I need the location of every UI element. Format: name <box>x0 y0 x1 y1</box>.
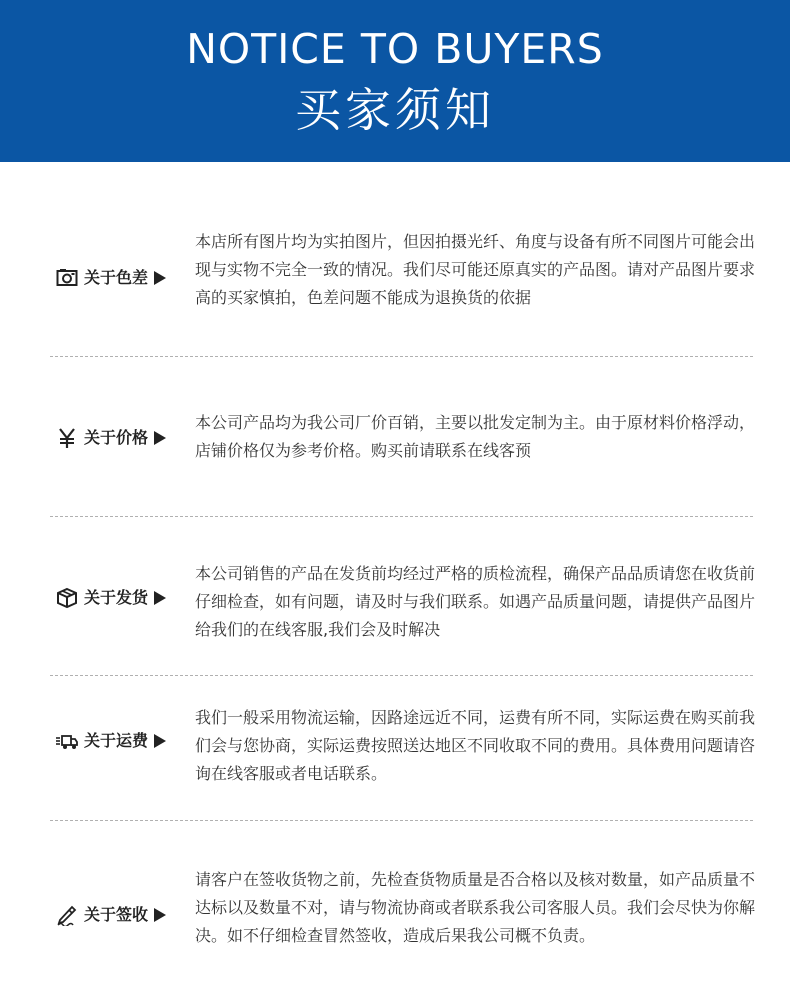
arrow-right-icon <box>154 271 166 285</box>
section-label <box>56 426 166 450</box>
section-text: 我们一般采用物流运输，因路途远近不同，运费有所不同，实际运费在购买前我们会与您协商，实际运费按照送达地区不同收取不同的费用。具体费用问题请咨询在线客服或者电话联系。 <box>195 708 756 783</box>
package-icon <box>56 587 78 609</box>
section-label <box>56 266 166 290</box>
divider <box>50 516 753 517</box>
divider <box>50 675 753 676</box>
header-title-zh: 买家须知 <box>295 83 495 137</box>
section-label-text: 关于签收 <box>84 905 149 924</box>
section-text: 本公司销售的产品在发货前均经过严格的质检流程，确保产品品质请您在收货前仔细检查，如有问题，请及时与我们联系。如遇产品质量问题，请提供产品图片给我们的在线客服,我们会及时解决 <box>195 564 756 639</box>
section-label <box>56 903 166 927</box>
section-label <box>56 729 166 753</box>
divider <box>50 356 753 357</box>
arrow-right-icon <box>154 908 166 922</box>
camera-icon <box>56 267 78 289</box>
section-label-text: 关于价格 <box>84 428 149 447</box>
divider <box>50 820 753 821</box>
arrow-right-icon <box>154 734 166 748</box>
section-text: 本公司产品均为我公司厂价百销，主要以批发定制为主。由于原材料价格浮动，店铺价格仅为参考价格。购买前请联系在线客预 <box>195 413 756 460</box>
header-title-en: NOTICE TO BUYERS <box>186 25 604 73</box>
delivery-truck-icon <box>56 730 78 752</box>
section-label-text: 关于发货 <box>84 588 149 607</box>
section-label-text: 关于色差 <box>84 268 149 287</box>
arrow-right-icon <box>154 591 166 605</box>
section-text: 请客户在签收货物之前，先检查货物质量是否合格以及核对数量，如产品质量不达标以及数量不对，请与物流协商或者联系我公司客服人员。我们会尽快为你解决。如不仔细检查冒然签收，造成后果我公司概不负责。 <box>195 870 756 945</box>
section-label <box>56 586 166 610</box>
section-label-text: 关于运费 <box>84 731 149 750</box>
pen-signature-icon <box>56 904 78 926</box>
arrow-right-icon <box>154 431 166 445</box>
yen-icon <box>56 427 78 449</box>
header-banner <box>0 0 790 162</box>
section-text: 本店所有图片均为实拍图片，但因拍摄光纤、角度与设备有所不同图片可能会出现与实物不完全一致的情况。我们尽可能还原真实的产品图。请对产品图片要求高的买家慎拍，色差问题不能成为退换货的依据 <box>195 232 756 307</box>
